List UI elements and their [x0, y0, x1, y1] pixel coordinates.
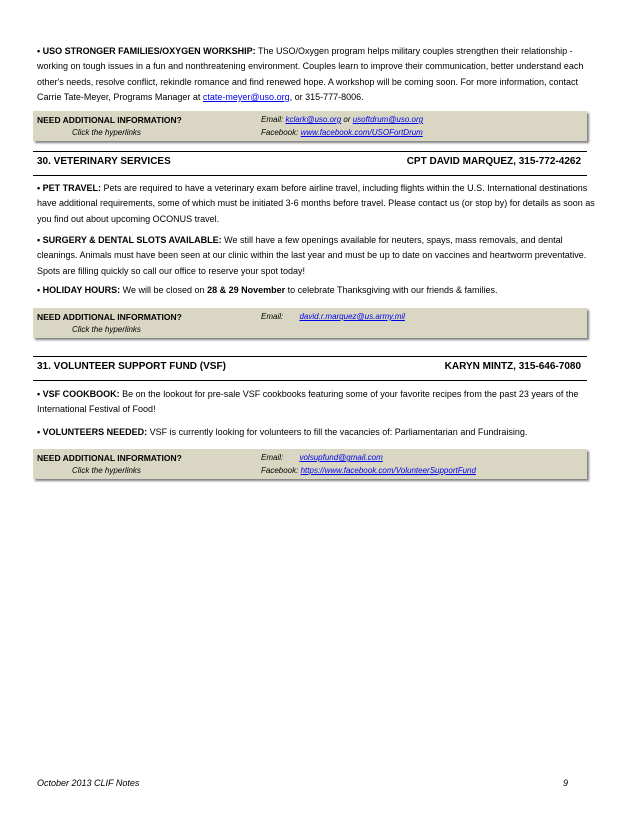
click-hyperlinks-label: Click the hyperlinks	[72, 466, 141, 475]
info-box-veterinary	[33, 308, 587, 338]
need-info-label: NEED ADDITIONAL INFORMATION?	[37, 312, 182, 322]
cookbook-paragraph	[37, 387, 603, 418]
uso-heading: • USO STRONGER FAMILIES/OXYGEN WORKSHIP:	[37, 46, 256, 56]
volunteers-body: VSF is currently looking for volunteers to fill the vacancies of: Parliamentarian and Fundraising.	[147, 427, 528, 437]
facebook-label: Facebook:	[261, 466, 299, 475]
volunteers-paragraph	[37, 425, 603, 440]
info-box-vsf	[33, 449, 587, 479]
email-link-usoftdrum[interactable]: usoftdrum@uso.org	[352, 115, 424, 124]
pet-travel-heading: • PET TRAVEL:	[37, 183, 101, 193]
section-header-vsf	[33, 356, 587, 381]
surgery-heading: • SURGERY & DENTAL SLOTS AVAILABLE:	[37, 235, 222, 245]
surgery-body: We still have a few openings available for neuters, spays, mass removals, and dental cleanings. Animals must have been seen at our clinic within the last year and must be up to date on vaccines and heartworm preventative. Spots are filling quickly so call our office to reserve your spot today!	[37, 235, 587, 276]
uso-tail: , or 315-777-8006.	[289, 91, 364, 102]
email-link-marquez[interactable]: david.r.marquez@us.army.mil	[299, 312, 405, 321]
uso-email-link[interactable]: ctate-meyer@uso.org	[202, 91, 290, 102]
section-title: 31. VOLUNTEER SUPPORT FUND (VSF)	[37, 361, 226, 372]
section-contact: KARYN MINTZ, 315-646-7080	[444, 361, 581, 372]
email-label: Email:	[261, 312, 284, 321]
email-link-kclark[interactable]: kclark@uso.org	[285, 115, 342, 124]
volunteers-heading: • VOLUNTEERS NEEDED:	[37, 427, 148, 437]
cookbook-heading: • VSF COOKBOOK:	[37, 389, 120, 399]
surgery-paragraph	[37, 233, 603, 279]
footer-title: October 2013 CLIF Notes	[37, 778, 140, 788]
click-hyperlinks-label: Click the hyperlinks	[72, 128, 141, 137]
pet-travel-body: Pets are required to have a veterinary exam before airline travel, including flights within the U.S. International destinations have additional requirements, some of which must be initiated 3-6 months before travel. Please contact us (or stop by) for details as soon as you find out about upcoming OCONUS travel.	[37, 183, 595, 224]
click-hyperlinks-label: Click the hyperlinks	[72, 325, 141, 334]
page-number: 9	[563, 778, 569, 788]
section-title: 30. VETERINARY SERVICES	[37, 156, 171, 167]
holiday-heading: • HOLIDAY HOURS:	[37, 285, 121, 295]
facebook-link-vsf[interactable]: https://www.facebook.com/VolunteerSupportFund	[300, 466, 476, 475]
facebook-label: Facebook:	[261, 128, 299, 137]
section-contact: CPT DAVID MARQUEZ, 315-772-4262	[406, 156, 581, 167]
holiday-paragraph	[37, 283, 603, 298]
uso-paragraph	[37, 44, 603, 105]
email-link-volsupfund[interactable]: volsupfund@gmail.com	[299, 453, 383, 462]
uso-body: The USO/Oxygen program helps military couples strengthen their relationship - working on tough issues in a fun and nonthreatening environment. Couples learn to improve their communication, better understand each other's needs, resolve conflict, rekindle romance and find renewed hope. A workshop will be coming soon. For more information, contact Carrie Tate-Meyer, Programs Manager at	[37, 46, 584, 102]
holiday-pre: We will be closed on	[120, 285, 208, 295]
pet-travel-paragraph	[37, 181, 603, 227]
facebook-link-uso[interactable]: www.facebook.com/USOFortDrum	[300, 128, 423, 137]
cookbook-body: Be on the lookout for pre-sale VSF cookbooks featuring some of your favorite recipes from the past 23 years of the International Festival of Food!	[37, 389, 579, 415]
email-label: Email:	[261, 115, 284, 124]
holiday-post: to celebrate Thanksgiving with our friends & families.	[285, 285, 498, 295]
email-label: Email:	[261, 453, 284, 462]
holiday-dates: 28 & 29 November	[207, 285, 286, 295]
or-text: or	[341, 115, 353, 124]
info-box-uso	[33, 111, 587, 141]
need-info-label: NEED ADDITIONAL INFORMATION?	[37, 115, 182, 125]
need-info-label: NEED ADDITIONAL INFORMATION?	[37, 453, 182, 463]
section-header-veterinary	[33, 151, 587, 176]
